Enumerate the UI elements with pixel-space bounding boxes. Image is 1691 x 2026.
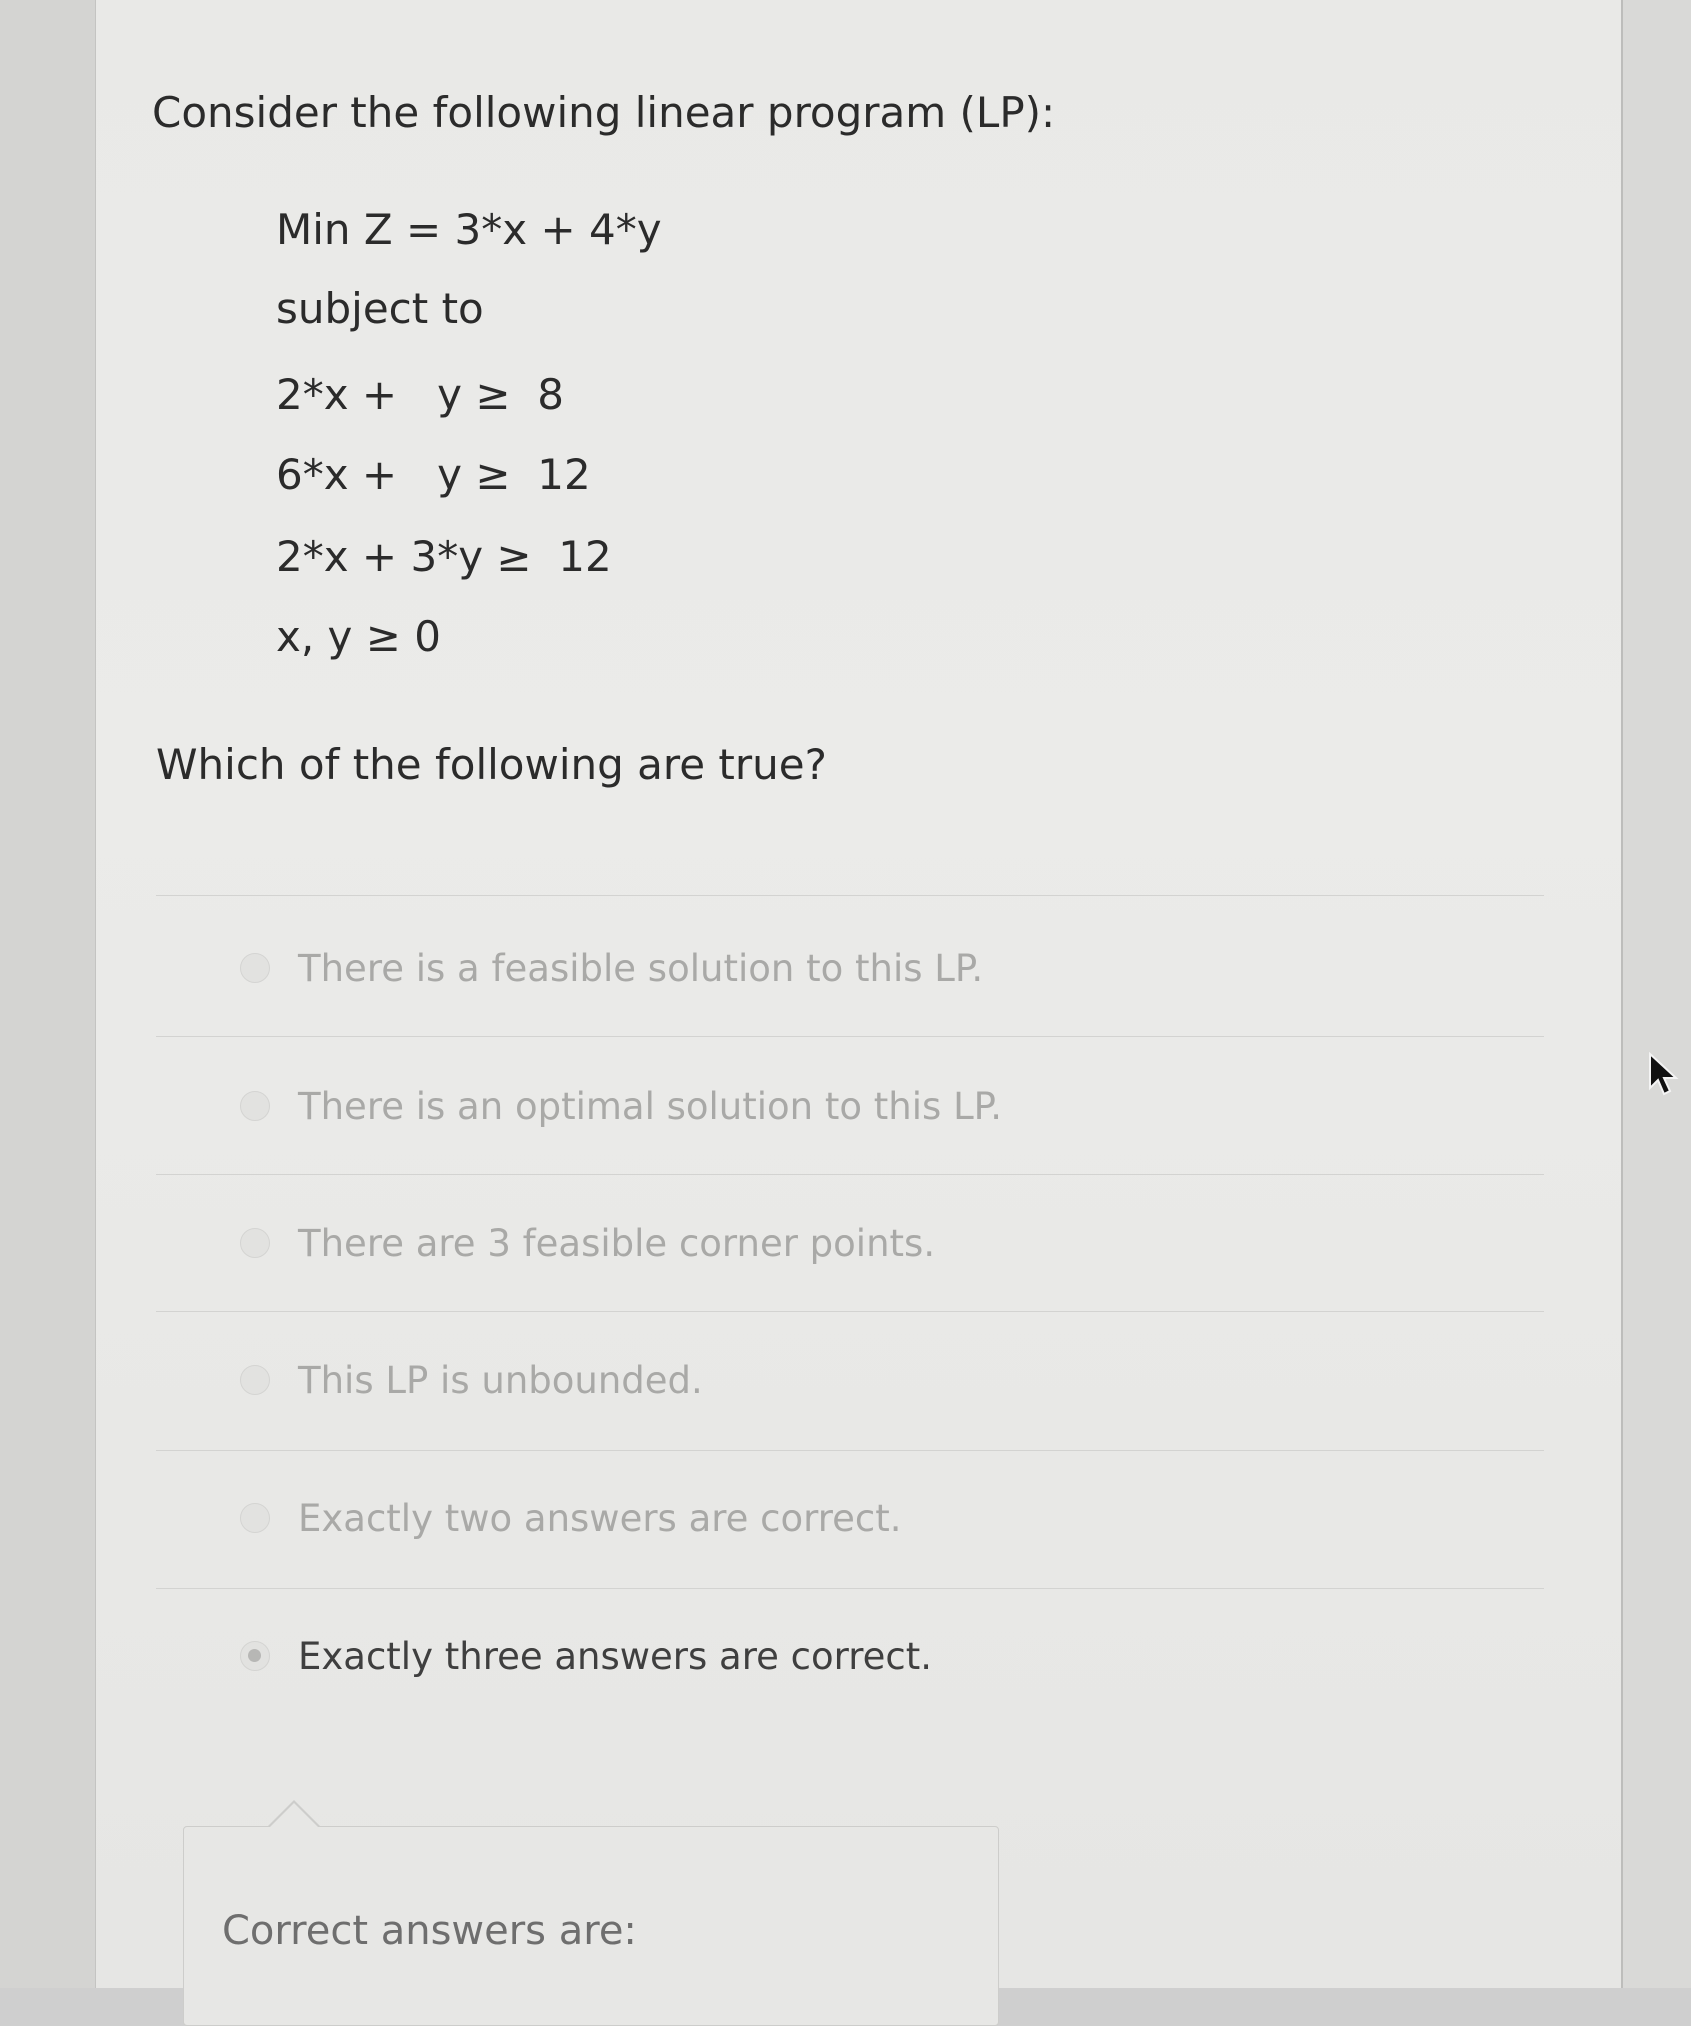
option-label: This LP is unbounded. bbox=[298, 1358, 703, 1402]
option-exactly-three[interactable] bbox=[240, 1626, 1440, 1686]
divider bbox=[156, 1036, 1544, 1037]
left-gutter bbox=[0, 0, 95, 1988]
option-unbounded[interactable] bbox=[240, 1350, 1440, 1410]
nonnegativity-constraint: x, y ≥ 0 bbox=[276, 612, 442, 661]
option-optimal-solution[interactable] bbox=[240, 1076, 1440, 1136]
divider bbox=[156, 1311, 1544, 1312]
mouse-cursor-icon bbox=[1648, 1052, 1680, 1098]
feedback-title: Correct answers are: bbox=[222, 1908, 637, 1954]
right-gutter bbox=[1623, 0, 1691, 1988]
option-label: There is a feasible solution to this LP. bbox=[298, 946, 984, 990]
radio-button[interactable] bbox=[240, 1091, 270, 1121]
divider bbox=[156, 1588, 1544, 1589]
radio-button[interactable] bbox=[240, 1365, 270, 1395]
option-feasible-solution[interactable] bbox=[240, 938, 1440, 998]
option-label: Exactly three answers are correct. bbox=[298, 1634, 932, 1678]
option-exactly-two[interactable] bbox=[240, 1488, 1440, 1548]
option-label: There are 3 feasible corner points. bbox=[298, 1221, 936, 1265]
constraint-2: 6*x + y ≥ 12 bbox=[276, 450, 591, 499]
option-label: Exactly two answers are correct. bbox=[298, 1496, 902, 1540]
radio-button[interactable] bbox=[240, 953, 270, 983]
feedback-box-pointer-fill bbox=[270, 1803, 318, 1827]
divider bbox=[156, 1450, 1544, 1451]
constraint-1: 2*x + y ≥ 8 bbox=[276, 370, 564, 419]
constraint-3: 2*x + 3*y ≥ 12 bbox=[276, 532, 612, 581]
question-prompt: Which of the following are true? bbox=[156, 740, 827, 789]
option-three-corner-points[interactable] bbox=[240, 1213, 1440, 1273]
radio-button-selected[interactable] bbox=[240, 1641, 270, 1671]
subject-to-label: subject to bbox=[276, 284, 484, 333]
radio-button[interactable] bbox=[240, 1503, 270, 1533]
question-intro: Consider the following linear program (LP): bbox=[152, 88, 1056, 137]
objective-function: Min Z = 3*x + 4*y bbox=[276, 205, 662, 254]
radio-button[interactable] bbox=[240, 1228, 270, 1258]
divider bbox=[156, 1174, 1544, 1175]
option-label: There is an optimal solution to this LP. bbox=[298, 1084, 1002, 1128]
divider bbox=[156, 895, 1544, 896]
